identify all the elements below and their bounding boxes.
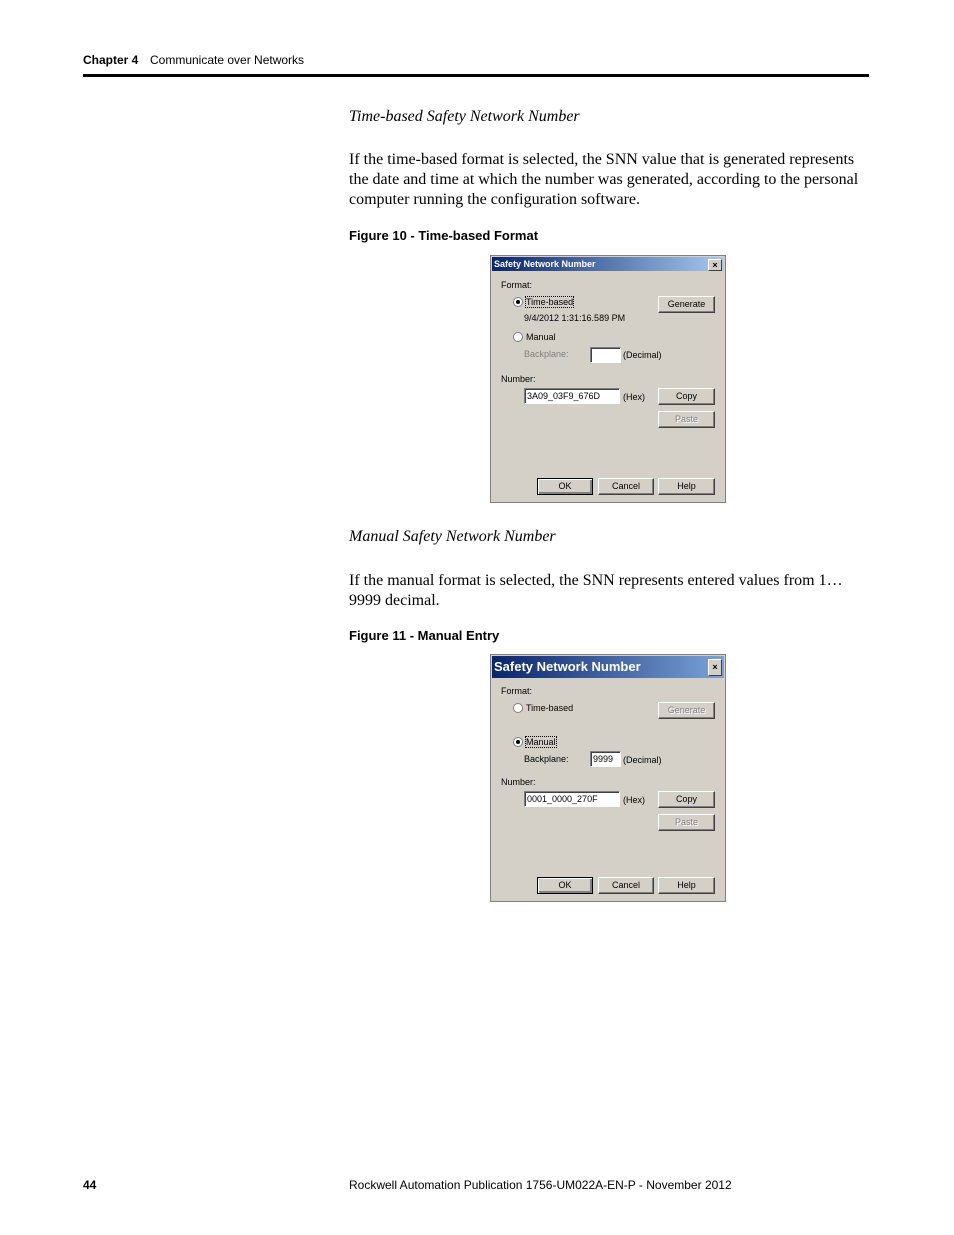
backplane-input[interactable]: 9999 — [590, 751, 621, 767]
cancel-button[interactable]: Cancel — [598, 478, 654, 495]
section-heading-manual: Manual Safety Network Number — [349, 528, 556, 545]
paragraph-time-based: If the time-based format is selected, the SNN value that is generated represents the date and time at which the number was generated, according to the personal computer running the configuration software. — [349, 151, 859, 208]
backplane-label: Backplane: — [524, 349, 569, 359]
number-input[interactable]: 3A09_03F9_676D — [524, 388, 620, 404]
header-chapter: Chapter 4 — [83, 53, 139, 67]
radio-manual[interactable] — [513, 332, 523, 342]
ok-button[interactable]: OK — [537, 478, 593, 495]
help-button[interactable]: Help — [658, 877, 715, 894]
radio-time-based-label[interactable]: Time-based — [526, 297, 574, 307]
cancel-button[interactable]: Cancel — [598, 877, 654, 894]
timestamp-text: 9/4/2012 1:31:16.589 PM — [524, 313, 626, 323]
dialog-titlebar — [492, 656, 724, 678]
radio-manual-label[interactable]: Manual — [526, 737, 556, 747]
backplane-label: Backplane: — [524, 754, 569, 764]
format-label: Format: — [501, 280, 533, 290]
copy-button[interactable]: Copy — [658, 791, 715, 808]
paragraph-manual: If the manual format is selected, the SNN represents entered values from 1…9999 decimal. — [349, 572, 843, 609]
paste-button[interactable]: Paste — [658, 411, 715, 428]
decimal-label: (Decimal) — [623, 350, 662, 360]
radio-time-based[interactable] — [513, 297, 523, 307]
backplane-input[interactable] — [590, 347, 621, 363]
footer-page-number: 44 — [83, 1178, 97, 1192]
header-title: Communicate over Networks — [150, 53, 305, 67]
decimal-label: (Decimal) — [623, 755, 662, 765]
hex-label: (Hex) — [623, 795, 645, 805]
figure-caption-10: Figure 10 - Time-based Format — [349, 228, 539, 243]
number-label: Number: — [501, 374, 536, 384]
dialog-title: Safety Network Number — [494, 259, 596, 269]
radio-time-based-label[interactable]: Time-based — [526, 703, 574, 713]
help-button[interactable]: Help — [658, 478, 715, 495]
radio-manual[interactable] — [513, 737, 523, 747]
header-rule — [83, 74, 869, 77]
hex-label: (Hex) — [623, 392, 645, 402]
generate-button[interactable]: Generate — [658, 702, 715, 719]
copy-button[interactable]: Copy — [658, 388, 715, 405]
format-label: Format: — [501, 686, 533, 696]
section-heading-time-based: Time-based Safety Network Number — [349, 108, 580, 125]
close-icon[interactable]: × — [708, 259, 722, 271]
dialog-titlebar — [492, 257, 724, 271]
number-input[interactable]: 0001_0000_270F — [524, 791, 620, 807]
safety-network-number-dialog-manual — [490, 654, 726, 902]
radio-manual-label[interactable]: Manual — [526, 332, 556, 342]
radio-time-based[interactable] — [513, 703, 523, 713]
dialog-title: Safety Network Number — [494, 659, 641, 674]
safety-network-number-dialog-time-based — [490, 255, 726, 503]
generate-button[interactable]: Generate — [658, 296, 715, 313]
close-icon[interactable]: × — [708, 659, 722, 676]
figure-caption-11: Figure 11 - Manual Entry — [349, 628, 500, 643]
number-label: Number: — [501, 777, 536, 787]
ok-button[interactable]: OK — [537, 877, 593, 894]
paste-button[interactable]: Paste — [658, 814, 715, 831]
footer-publication: Rockwell Automation Publication 1756-UM022A-EN-P - November 2012 — [349, 1178, 732, 1192]
